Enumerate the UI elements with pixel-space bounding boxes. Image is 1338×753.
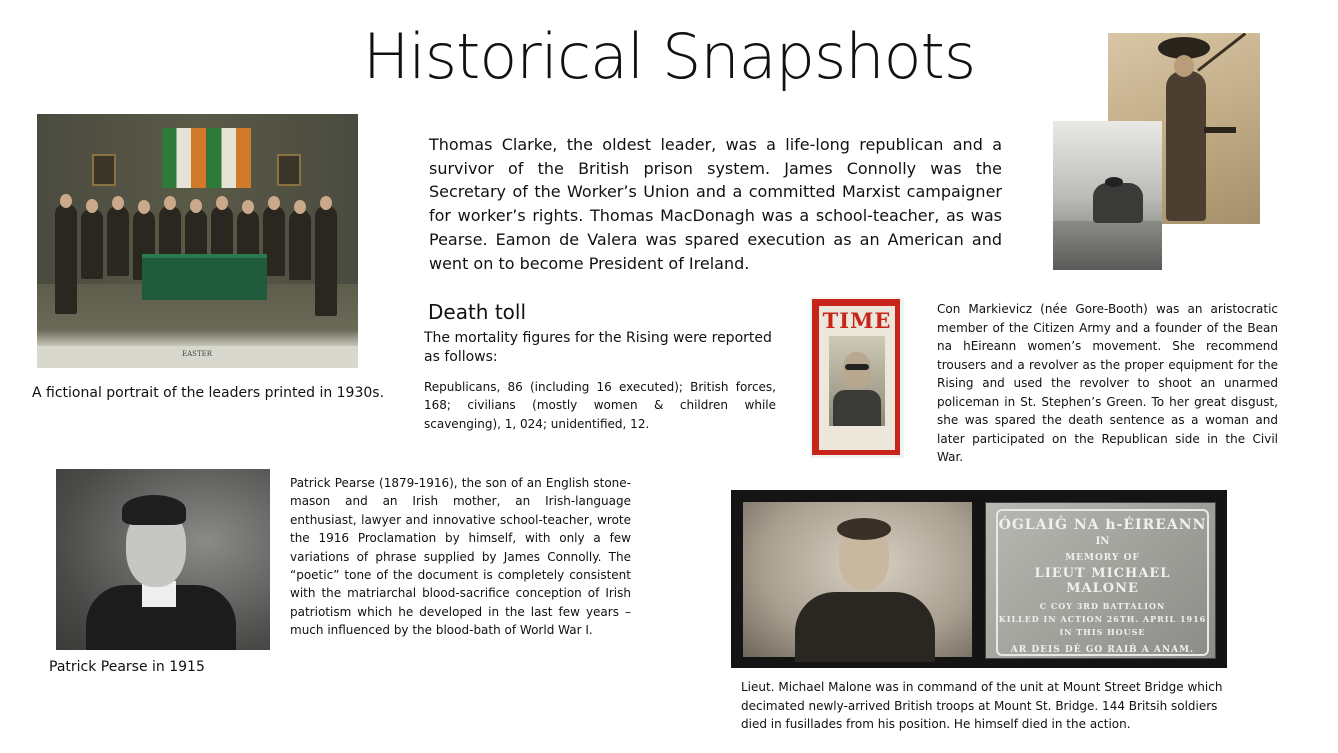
plaque-line: KILLED IN ACTION 26TH. APRIL 1916 <box>998 614 1207 624</box>
pearse-photo <box>56 469 270 650</box>
time-logo: TIME <box>822 308 892 333</box>
plaque-line: ÓGLAIĠ NA h-ÉIREANN <box>998 517 1207 533</box>
markievicz-paragraph: Con Markievicz (née Gore-Booth) was an aristocratic member of the Citizen Army and a founder of the Bean na hEireann women’s movement. She recommend trousers and a revolver as the proper equipment for the Rising and used the revolver to shoot an unarmed policeman in St. Stephen’s Green. To her great disgust, she was spared the death sentence as a woman and later participated on the Republican side in the Civil War. <box>937 302 1278 464</box>
leaders-print-label: EASTER <box>182 350 213 358</box>
malone-portrait <box>743 502 972 657</box>
pearse-paragraph: Patrick Pearse (1879-1916), the son of an English stone-mason and an Irish mother, an Irish-language enthusiast, lawyer and innovative school-teacher, wrote the 1916 Proclamation by himself, with only a few variations of phrase supplied by James Connolly. The “poetic” tone of the document is completely consistent with the matriarchal blood-sacrifice conception of Irish patriotism which he developed in the last few years – much influenced by the blood-bath of World War I. <box>290 476 631 638</box>
death-toll-figures: Republicans, 86 (including 16 executed); British forces, 168; civilians (mostly women & children while scavenging), 1, 024; unidentified, 12. <box>424 380 776 431</box>
plaque-line: IN THIS HOUSE <box>1059 627 1146 637</box>
plaque-line: IN <box>1095 536 1110 547</box>
death-toll-lead: The mortality figures for the Rising were reported as follows: <box>424 330 772 365</box>
plaque-line: MEMORY OF <box>1065 553 1140 563</box>
death-toll-heading: Death toll <box>428 300 527 324</box>
time-cover-image <box>810 297 904 458</box>
malone-caption: Lieut. Michael Malone was in command of the unit at Mount Street Bridge which decimated newly-arrived British troops at Mount St. Bridge. 144 Britsih soldiers died in fusillades from his position. He himself died in the action. <box>741 680 1223 731</box>
intro-paragraph: Thomas Clarke, the oldest leader, was a life-long republican and a survivor of the British prison system. James Connolly was the Secretary of the Worker’s Union and a committed Marxist campaigner for worker’s rights. Thomas MacDonagh was a school-teacher, as was Pearse. Eamon de Valera was spared execution as an American and went on to become President of Ireland. <box>429 135 1002 273</box>
markievicz-kneeling-photo <box>1053 121 1162 270</box>
leaders-portrait-image <box>37 114 358 368</box>
plaque-line: LIEUT MICHAEL MALONE <box>1034 566 1171 596</box>
plaque-line: AR DEIS DÉ GO RAIḂ A ANAM. <box>1010 645 1195 655</box>
pearse-caption: Patrick Pearse in 1915 <box>49 659 205 675</box>
malone-photo-and-plaque <box>731 490 1227 668</box>
malone-memorial-plaque <box>985 502 1216 659</box>
plaque-line: C COY 3RD BATTALION <box>1039 601 1166 611</box>
slide-title: Historical Snapshots <box>362 20 976 93</box>
leaders-caption: A fictional portrait of the leaders printed in 1930s. <box>32 385 385 401</box>
